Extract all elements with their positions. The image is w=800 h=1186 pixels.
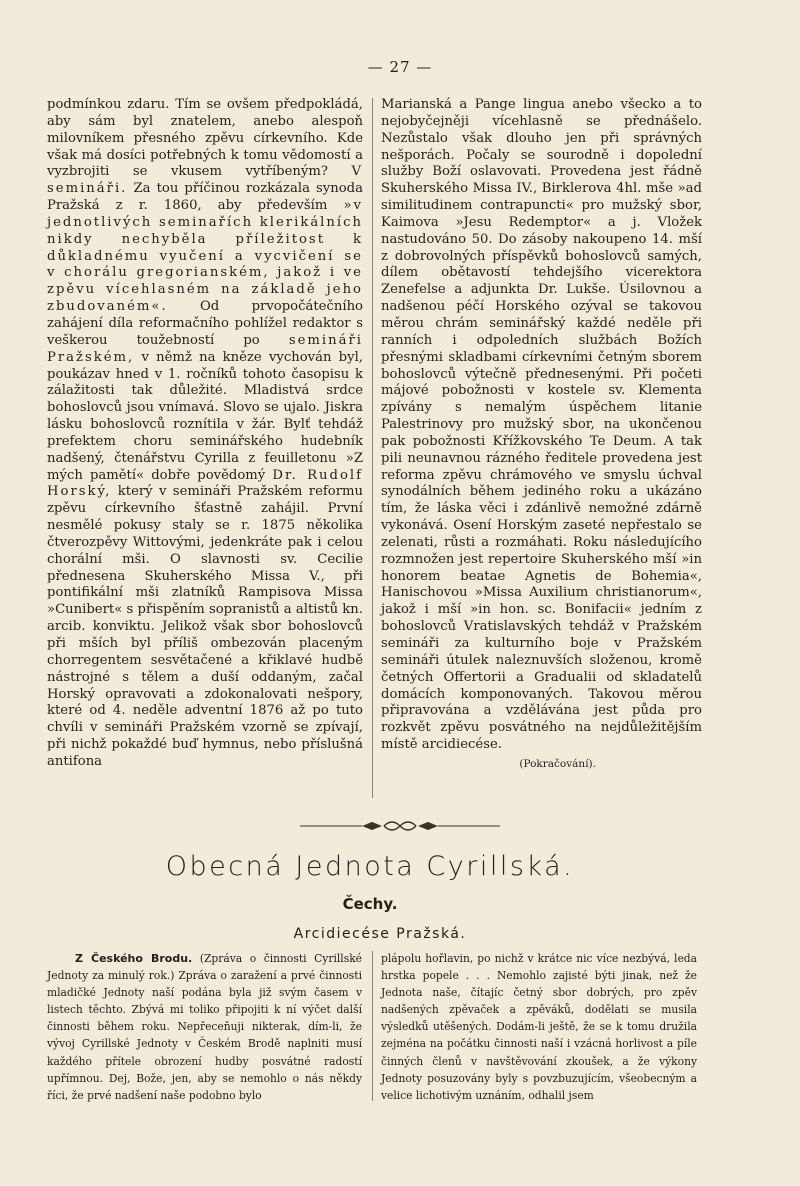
report-left-column — [47, 950, 362, 1104]
article-right-column — [381, 97, 702, 773]
section-title: Obecná Jednota Cyrillská. — [165, 851, 575, 882]
report-right-text: plápolu hořlavin, po nichž v krátce nic více nezbývá, leda hrstka popele . . . Nemohlo zajisté býti jinak, než že Jednota naše, čítajíc četný sbor dobrých, pro zpěv nadšených zpěvaček a zpěváků, dodělati se musila výsledků utěšených. Dodám-li ještě, že se k tomu družila zejména na počátku činnosti naší i vzácná horlivost a píle činných členů v navštěvování zkoušek, a že výkony Jednoty posuzovány byly s povzbuzujícím, všeobecným a velice lichotivým uznáním, odhalil jsem — [381, 952, 697, 1102]
column-divider-lower — [372, 951, 373, 1101]
article-left-column — [47, 97, 363, 771]
diocese-heading: Arcidiecése Pražská. — [293, 926, 467, 942]
article-emphasis-4: Dr. Rudolf Horský, — [47, 467, 364, 500]
article-emphasis-3: semináři Pražském, — [47, 332, 363, 365]
column-divider — [372, 98, 373, 798]
region-heading: Čechy. — [342, 895, 398, 913]
article-emphasis-1: V semináři. — [47, 164, 363, 197]
report-place: Z Českého Brodu. — [75, 952, 193, 965]
article-right-text: Marianská a Pange lingua anebo všecko a to nejobyčejněji vícehlasně se přednášelo. Nezůstalo však dlouho jen při správných nešporách. Počaly se sourodně i dopolední služby Boží oslavovati. Provedena jest řádně Skuherského Missa IV., Birklerova 4hl. mše »ad similitudinem contrapuncti« pro mužský sbor, Kaimova »Jesu Redemptor« a j. Vložek nastudováno 50. Do zásoby nakoupeno 14. mší z dobrovolných příspěvků bohoslovců samých, dílem obětavostí tehdejšího vicerektora Zenefelse a adjunkta Dr. Lukše. Úsilovnou a nadšenou péčí Horského ozýval se takovou měrou chrám seminářský každé neděle při ranních i odpoledních službách Božích přesnými skladbami církevními četným sborem bohoslovců výtečně přednesenými. Při početi májové pobožnosti v kostele sv. Klementa zpívány s nemalým úspěchem litanie Palestrinovy pro mužský sbor, na ukončenou pak pobožnosti Křížkovského Te Deum. A tak pili neunavnou rázného ředitele provedena jest reforma zpěvu chrámového ve smyslu úchval synodálních během jediného roku a ukázáno tím, že láska věci i zdánlivě nemožné zdárně vykonává. Osení Horským zaseté nepřestalo se zelenati, růsti a rozmáhati. Roku následujícího rozmnožen jest repertoire Skuherského mší »in honorem beatae Agnetis de Bohemia«, Hanischovou »Missa Auxilium christianorum«, jakož i mší »in hon. sc. Bonifacii« jedním z bohoslovců Vratislavských tehdáž v Pražském semináři za kulturního boje v Pražském semináři útulek naleznuvších složenou, kromě četných Offertorii a Gradualii od skladatelů domácích komponovaných. Takovou měrou připravována a vzdělávána jest půda pro rozkvět zpěvu posvátného na nejdůležitějším místě arcidiecése. — [381, 97, 702, 753]
article-text-4: v němž na kněze vychován byl, poukázav hned v 1. ročníků tohoto časopisu k zálažitosti tak důležité. Mladistvá srdce bohoslovců jsou vnímavá. Slovo se ujalo. Jiskra lásku bohoslovců roznítila v žár. Bylť tehdáž prefektem choru seminářského hudebník nadšený, čtenářstvu Cyrilla z feuilletonu »Z mých pamětí« dobře povědomý — [47, 349, 363, 483]
article-emphasis-2: »v jednotlivých seminařích klerikálních nikdy nechyběla příležitost k důkladnému vyučení a vycvičení se v chorálu gregorianském, jakož i ve zpěvu vícehlasném na základě jeho zbudovaném«. — [47, 198, 363, 315]
article-text-3: Od prvopočátečního zahájení díla reformačního pohlížel redaktor s veškerou toužebností po — [47, 299, 363, 348]
article-text-2: Za tou příčinou rozkázala synoda Pražská z r. 1860, aby především — [47, 181, 363, 214]
page-number: — 27 — — [367, 58, 433, 76]
article-text-1: podmínkou zdaru. Tím se ovšem předpokládá, aby sám byl znatelem, anebo alespoň milovníkem přesného zpěvu církevního. Kde však má dosíci potřebných k tomu vědomostí a vyzbrojiti se vkusem vytříbeným? — [47, 97, 363, 180]
report-left-text — [47, 950, 362, 1104]
continued-note: (Pokračování). — [519, 757, 596, 770]
report-right-column — [381, 950, 697, 1104]
article-text-5: který v semináři Pražském reformu zpěvu církevního šťastně zahájil. První nesmělé pokusy staly se r. 1875 několika čtverozpěvy Wittovými, jedenkráte pak i celou chorální mši. O slavnosti sv. Cecilie přednesena Skuherského Missa V., při pontifikální mši zlatníků Rampisova Missa »Cunibert« s přispěním sopranistů a altistů kn. arcib. konviktu. Jelikož však sbor bohoslovců při mších byl příliš ombezován placeným chorregentem sesvětačené a křiklavé hudbě nástrojné s tělem a duší oddaným, začal Horský opravovati a zdokonalovati nešpory, které od 4. neděle adventní 1876 až po tuto chvíli v semináři Pražském vzorně se zpívají, při nichž pokaždé buď hymnus, nebo příslušná antifona — [47, 484, 363, 769]
article-left-text — [47, 97, 363, 771]
ornament-divider — [0, 818, 800, 834]
report-left-body: (Zpráva o činnosti Cyrillské Jednoty za minulý rok.) Zpráva o zaražení a prvé činnosti mladičké Jednoty naší podána byla již svým časem v listech těchto. Zbývá mi toliko připojiti k ní výčet další činnosti během roku. Nepřeceňuji nikterak, dím-li, že vývoj Cyrillské Jednoty v Českém Brodě naplniti musí každého přítele obrození hudby posvátné radostí upřímnou. Dej, Bože, jen, aby se nemohlo o nás někdy říci, že prvé nadšení naše podobno bylo — [47, 952, 362, 1102]
